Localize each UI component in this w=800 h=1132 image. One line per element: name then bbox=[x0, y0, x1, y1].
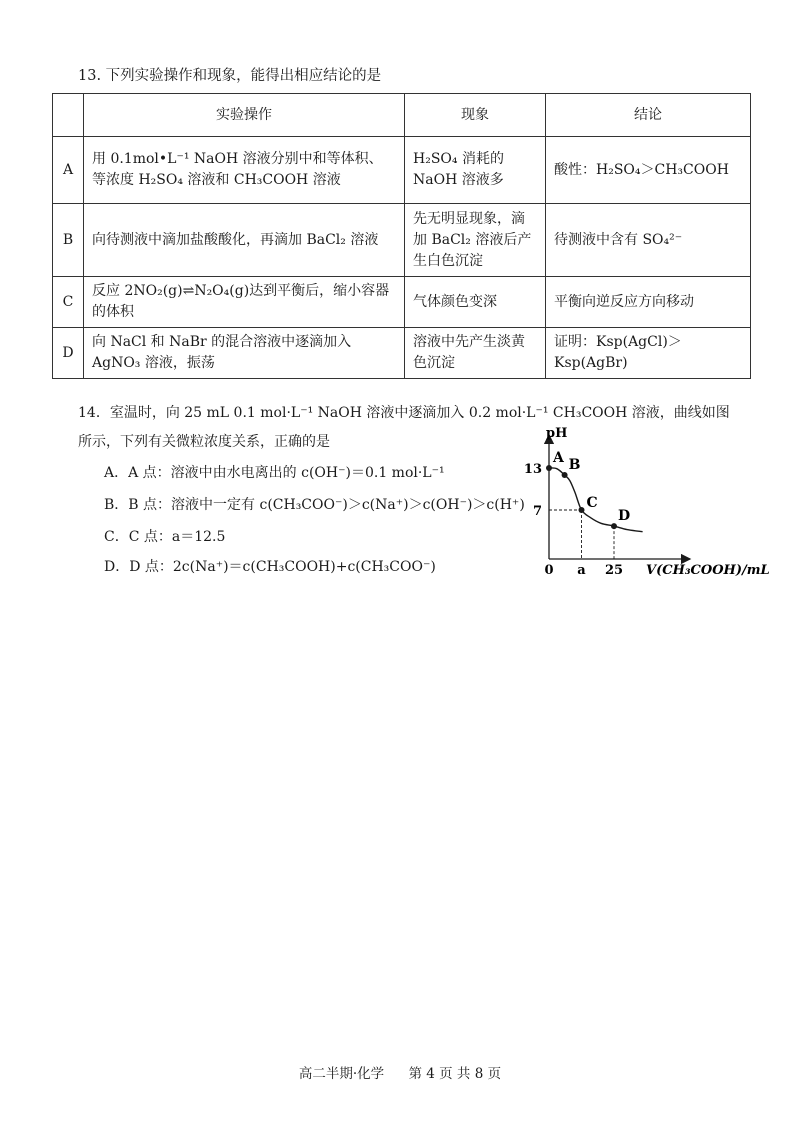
row-operation: 反应 2NO₂(g)⇌N₂O₄(g)达到平衡后，缩小容器的体积 bbox=[84, 277, 405, 328]
header-phenomenon: 现象 bbox=[405, 94, 546, 137]
x-tick-label: a bbox=[577, 563, 586, 578]
option-b: B．B 点：溶液中一定有 c(CH₃COO⁻)＞c(Na⁺)＞c(OH⁻)＞c(H⁺) bbox=[104, 497, 525, 513]
point-d bbox=[611, 523, 617, 529]
table-row bbox=[53, 137, 751, 204]
table-row bbox=[53, 204, 751, 277]
option-d: D．D 点：2c(Na⁺)＝c(CH₃COOH)+c(CH₃COO⁻) bbox=[104, 559, 436, 575]
question-13-title: 13. 下列实验操作和现象，能得出相应结论的是 bbox=[78, 68, 382, 84]
header-operation: 实验操作 bbox=[84, 94, 405, 137]
y-tick-label: 7 bbox=[532, 504, 542, 519]
row-operation: 用 0.1mol•L⁻¹ NaOH 溶液分别中和等体积、等浓度 H₂SO₄ 溶液和 CH₃COOH 溶液 bbox=[84, 137, 405, 204]
row-phenomenon: 溶液中先产生淡黄色沉淀 bbox=[405, 328, 546, 379]
row-id: D bbox=[53, 328, 84, 379]
x-tick-label: 0 bbox=[544, 563, 554, 578]
point-label-a: A bbox=[553, 450, 564, 466]
row-conclusion: 证明：Ksp(AgCl)＞Ksp(AgBr) bbox=[546, 328, 751, 379]
point-a bbox=[546, 465, 552, 471]
y-axis-label: pH bbox=[546, 426, 568, 441]
point-label-d: D bbox=[618, 508, 631, 525]
page-footer bbox=[0, 1062, 800, 1082]
point-label-b: B bbox=[568, 457, 581, 473]
option-c: C．C 点：a＝12.5 bbox=[104, 529, 226, 545]
x-tick-label: 25 bbox=[604, 563, 624, 578]
row-conclusion: 待测液中含有 SO₄²⁻ bbox=[546, 204, 751, 277]
row-id: B bbox=[53, 204, 84, 277]
question-14-stem-line2: 所示，下列有关微粒浓度关系，正确的是 bbox=[78, 434, 330, 450]
row-operation: 向 NaCl 和 NaBr 的混合溶液中逐滴加入 AgNO₃ 溶液，振荡 bbox=[84, 328, 405, 379]
row-phenomenon: 气体颜色变深 bbox=[405, 277, 546, 328]
footer-subject: 高二半期·化学 bbox=[298, 1066, 385, 1082]
row-conclusion: 平衡向逆反应方向移动 bbox=[546, 277, 751, 328]
option-a: A．A 点：溶液中由水电离出的 c(OH⁻)＝0.1 mol·L⁻¹ bbox=[104, 465, 445, 481]
experiment-table bbox=[52, 93, 751, 379]
point-c bbox=[579, 507, 585, 513]
question-14-stem-line1: 14．室温时，向 25 mL 0.1 mol·L⁻¹ NaOH 溶液中逐滴加入 0.2 mol·L⁻¹ CH₃COOH 溶液，曲线如图 bbox=[78, 405, 730, 421]
point-label-c: C bbox=[586, 495, 598, 511]
row-id: A bbox=[53, 137, 84, 204]
header-id bbox=[53, 94, 84, 137]
row-phenomenon: 先无明显现象，滴加 BaCl₂ 溶液后产生白色沉淀 bbox=[405, 204, 546, 277]
header-conclusion: 结论 bbox=[546, 94, 751, 137]
row-id: C bbox=[53, 277, 84, 328]
footer-page-number: 第 4 页 共 8 页 bbox=[408, 1066, 502, 1082]
table-row bbox=[53, 277, 751, 328]
point-b bbox=[562, 472, 568, 478]
row-conclusion: 酸性：H₂SO₄＞CH₃COOH bbox=[546, 137, 751, 204]
y-tick-label: 13 bbox=[523, 462, 542, 477]
table-header-row bbox=[53, 94, 751, 137]
ph-titration-chart bbox=[522, 425, 777, 590]
row-operation: 向待测液中滴加盐酸酸化，再滴加 BaCl₂ 溶液 bbox=[84, 204, 405, 277]
row-phenomenon: H₂SO₄ 消耗的 NaOH 溶液多 bbox=[405, 137, 546, 204]
x-axis-label: V(CH₃COOH)/mL bbox=[646, 563, 770, 578]
table-row bbox=[53, 328, 751, 379]
